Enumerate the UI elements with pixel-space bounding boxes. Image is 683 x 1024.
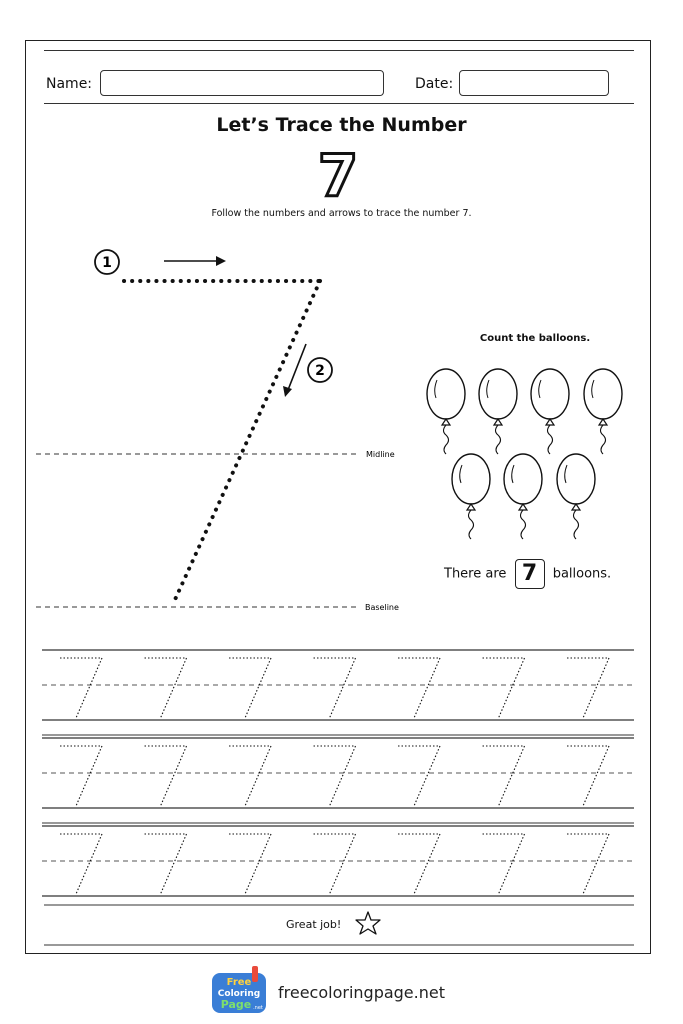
midline-label: Midline [366, 450, 395, 459]
logo-word-page: Page [220, 998, 252, 1011]
big-number-text: 7 [317, 142, 359, 210]
step-one-number: 1 [102, 255, 112, 271]
logo-word-coloring: Coloring [217, 989, 261, 999]
site-url[interactable]: freecoloringpage.net [278, 983, 445, 1002]
logo-crayon [252, 966, 258, 982]
great-job-text: Great job! [286, 918, 342, 931]
logo-word-net: .net [253, 1005, 263, 1011]
instruction-text: Follow the numbers and arrows to trace the number 7. [211, 208, 472, 219]
answer-box[interactable]: 7 [515, 559, 545, 589]
name-label: Name: [46, 76, 93, 92]
answer-suffix: balloons. [552, 566, 612, 582]
answer-prefix: There are [444, 566, 507, 582]
date-label: Date: [415, 76, 454, 92]
count-balloons-title: Count the balloons. [479, 333, 591, 344]
step-two-number: 2 [315, 363, 325, 379]
page-title: Let’s Trace the Number [216, 114, 467, 136]
logo-word-free: Free [226, 977, 252, 988]
baseline-label: Baseline [365, 603, 399, 612]
